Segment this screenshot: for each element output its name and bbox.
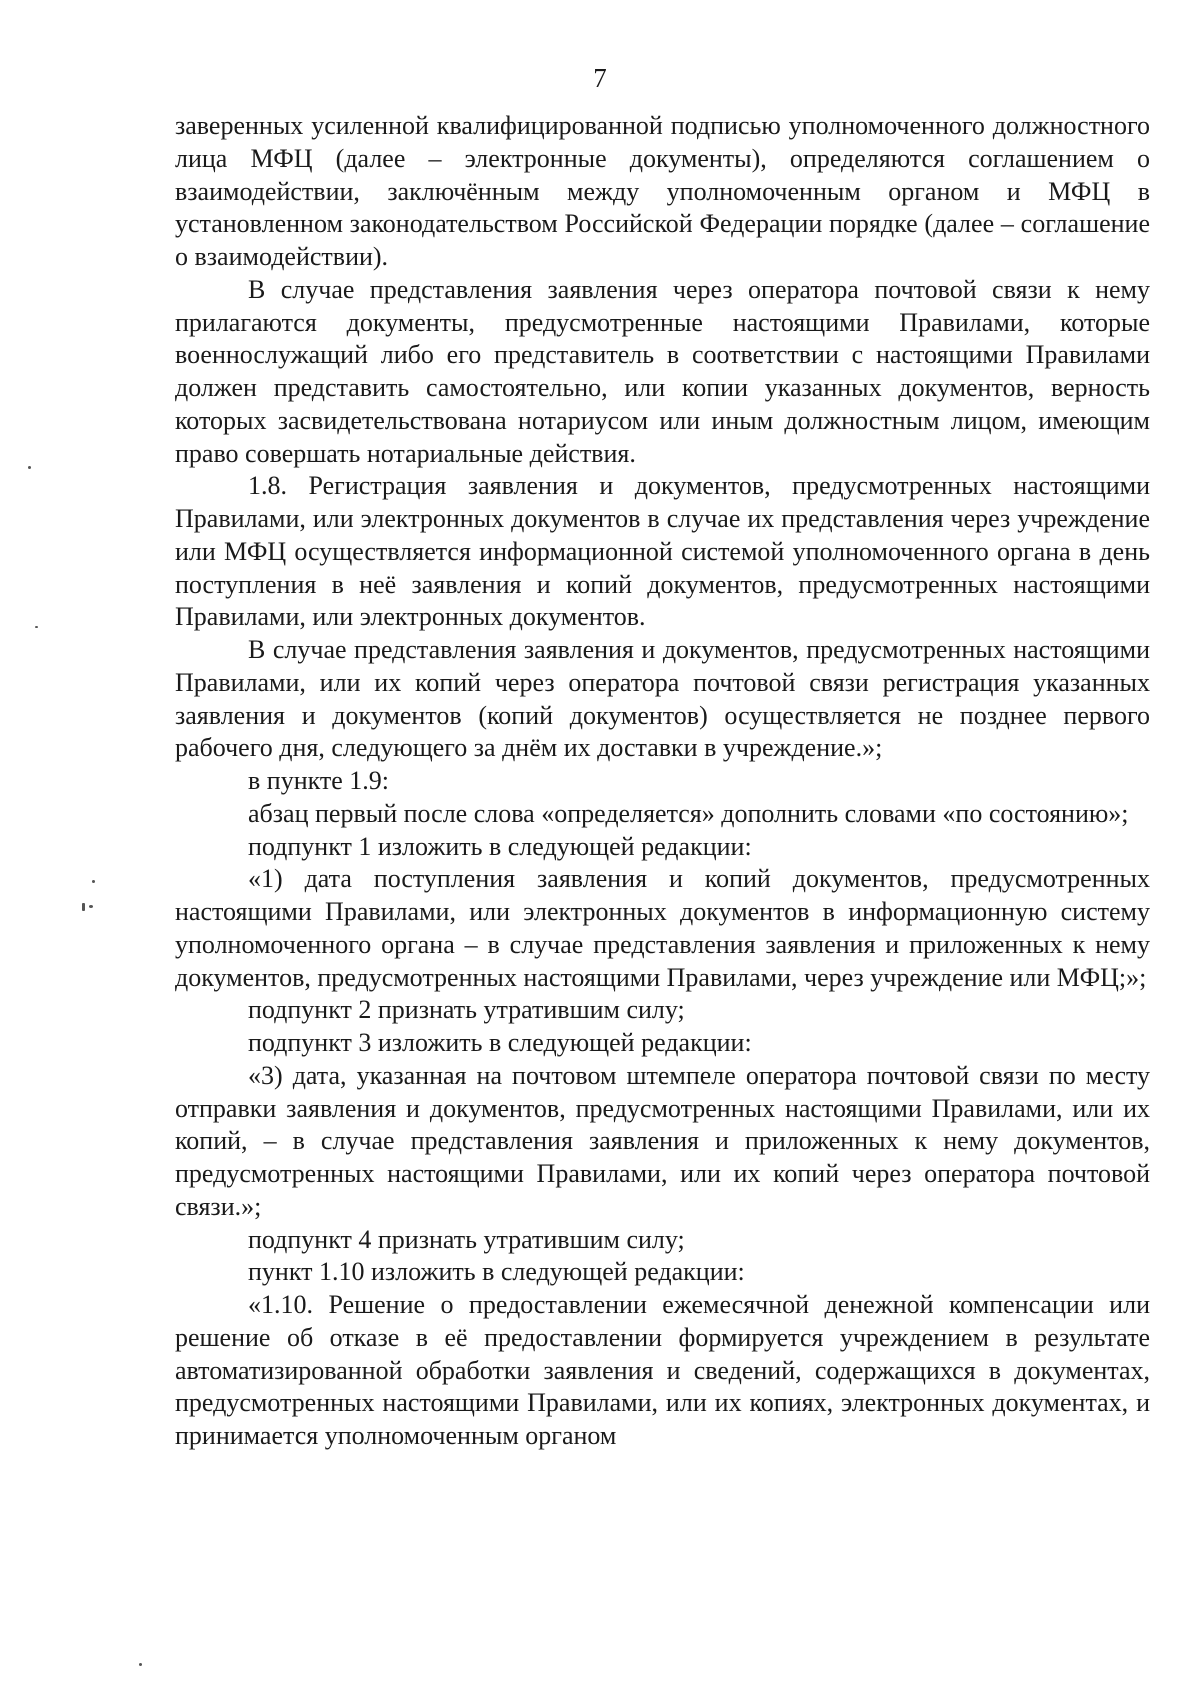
- paragraph: «3) дата, указанная на почтовом штемпеле оператора почтовой связи по месту отправки заявления и документов, предусмотренных настоящими Правилами, или их копий, – в случае представления заявления и приложенных к нему документов, предусмотренных настоящими Правилами, или их копий через оператора почтовой связи.»;: [175, 1060, 1150, 1221]
- document-body: [175, 110, 1150, 1453]
- scan-speck: [28, 466, 31, 469]
- paragraph: пункт 1.10 изложить в следующей редакции:: [248, 1257, 745, 1287]
- paragraph: подпункт 1 изложить в следующей редакции:: [248, 831, 752, 861]
- page-number: 7: [593, 63, 607, 93]
- paragraph: заверенных усиленной квалифицированной подписью уполномоченного должностного лица МФЦ (далее – электронные документы), определяются соглашением о взаимодействии, заключённым между уполномоченным органом и МФЦ в установленном законодательством Российской Федерации порядке (далее – соглашение о взаимодействии).: [175, 111, 1150, 271]
- paragraph: В случае представления заявления и документов, предусмотренных настоящими Правилами, или их копий через оператора почтовой связи регистрация указанных заявления и документов (копий документов) осуществляется не позднее первого рабочего дня, следующего за днём их доставки в учреждение.»;: [175, 635, 1150, 763]
- scan-speck: [139, 1663, 142, 1666]
- paragraph: подпункт 3 изложить в следующей редакции:: [248, 1028, 752, 1057]
- paragraph: «1) дата поступления заявления и копий документов, предусмотренных настоящими Правилами, или электронных документов в информационную систему уполномоченного органа – в случае представления заявления и приложенных к нему документов, предусмотренных настоящими Правилами, через учреждение или МФЦ;»;: [175, 864, 1150, 992]
- paragraph: 1.8. Регистрация заявления и документов, предусмотренных настоящими Правилами, или электронных документов в случае их представления через учреждение или МФЦ осуществляется информационной системой уполномоченного органа в день поступления в неё заявления и копий документов, предусмотренных настоящими Правилами, или электронных документов.: [175, 471, 1150, 632]
- paragraph: подпункт 2 признать утратившим силу;: [248, 995, 685, 1025]
- paragraph: абзац первый после слова «определяется» дополнить словами «по состоянию»;: [248, 798, 1129, 828]
- paragraph: в пункте 1.9:: [248, 766, 390, 795]
- paragraph: В случае представления заявления через оператора почтовой связи к нему прилагаются документы, предусмотренные настоящими Правилами, которые военнослужащий либо его представитель в соответствии с настоящими Правилами должен представить самостоятельно, или копии указанных документов, верность которых засвидетельствована нотариусом или иным должностным лицом, имеющим право совершать нотариальные действия.: [175, 274, 1150, 468]
- paragraph: подпункт 4 признать утратившим силу;: [248, 1224, 685, 1254]
- scan-speck: [89, 905, 93, 908]
- scan-speck: [35, 626, 38, 628]
- scan-speck: [82, 903, 85, 911]
- paragraph: «1.10. Решение о предоставлении ежемесячной денежной компенсации или решение об отказе в её предоставлении формируется учреждением в результате автоматизированной обработки заявления и сведений, содержащихся в документах, предусмотренных настоящими Правилами, или их копиях, электронных документах, и принимается уполномоченным органом: [175, 1290, 1150, 1450]
- scan-speck: [92, 880, 95, 883]
